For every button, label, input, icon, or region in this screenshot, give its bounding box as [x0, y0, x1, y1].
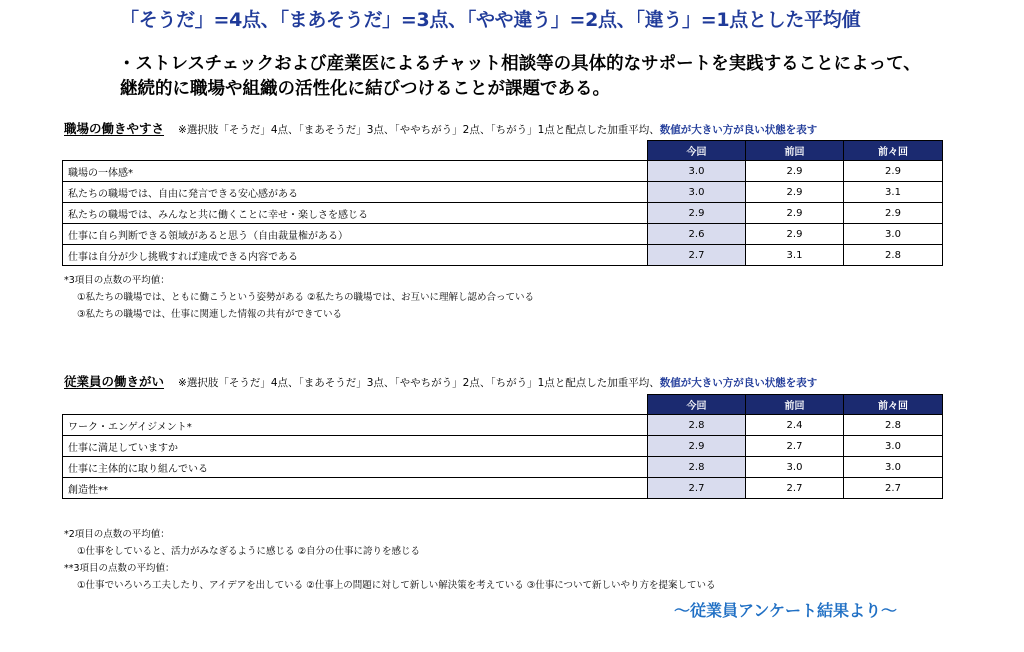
col-previous: 前回 — [746, 395, 844, 415]
section-2-title: 従業員の働きがい — [64, 374, 165, 389]
row-label: 創造性** — [63, 478, 648, 499]
row-label: ワーク・エンゲイジメント* — [63, 415, 648, 436]
table-row — [63, 224, 943, 245]
table-header-row — [63, 141, 943, 161]
value-before-previous: 3.0 — [844, 457, 943, 478]
row-label: 私たちの職場では、自由に発言できる安心感がある — [63, 182, 648, 203]
row-label: 仕事に自ら判断できる領域があると思う（自由裁量権がある） — [63, 224, 648, 245]
col-before-previous: 前々回 — [844, 141, 943, 161]
value-previous: 2.9 — [746, 161, 844, 182]
value-current: 3.0 — [648, 161, 746, 182]
footnote-line: ①私たちの職場では、ともに働こうという姿勢がある ②私たちの職場では、お互いに理解し認め合っている — [77, 292, 535, 303]
value-previous: 2.9 — [746, 203, 844, 224]
footnote-line: ①仕事でいろいろ工夫したり、アイデアを出している ②仕事上の問題に対して新しい解決策を考えている ③仕事について新しいやり方を提案している — [77, 580, 716, 591]
section-1-title: 職場の働きやすさ — [64, 121, 165, 136]
table-row — [63, 161, 943, 182]
footnote-line: ③私たちの職場では、仕事に関連した情報の共有ができている — [77, 309, 343, 320]
value-before-previous: 2.8 — [844, 245, 943, 266]
section-2-header — [64, 372, 817, 390]
value-current: 2.9 — [648, 203, 746, 224]
footnote-head: *3項目の点数の平均値： — [64, 275, 170, 286]
section-2-highlight: 数値が大きい方が良い状態を表す — [659, 377, 818, 389]
value-previous: 3.0 — [746, 457, 844, 478]
value-before-previous: 2.8 — [844, 415, 943, 436]
header-blank — [63, 395, 648, 415]
table-row — [63, 415, 943, 436]
value-current: 2.7 — [648, 245, 746, 266]
section-1-table — [62, 140, 943, 266]
value-before-previous: 3.1 — [844, 182, 943, 203]
table-row — [63, 457, 943, 478]
section-2-table — [62, 394, 943, 499]
value-before-previous: 3.0 — [844, 436, 943, 457]
col-current: 今回 — [648, 395, 746, 415]
value-previous: 3.1 — [746, 245, 844, 266]
headline: 「そうだ」=4点、「まあそうだ」=3点、「やや違う」=2点、「違う」=1点とした平均値 — [120, 9, 861, 31]
row-label: 職場の一体感* — [63, 161, 648, 182]
row-label: 私たちの職場では、みんなと共に働くことに幸せ・楽しさを感じる — [63, 203, 648, 224]
footnote-head: *2項目の点数の平均値： — [64, 529, 170, 540]
section-1-header — [64, 119, 817, 137]
value-before-previous: 2.9 — [844, 203, 943, 224]
value-previous: 2.9 — [746, 224, 844, 245]
section-1-highlight: 数値が大きい方が良い状態を表す — [659, 124, 818, 136]
value-previous: 2.4 — [746, 415, 844, 436]
value-current: 2.8 — [648, 415, 746, 436]
row-label: 仕事は自分が少し挑戦すれば達成できる内容である — [63, 245, 648, 266]
value-before-previous: 3.0 — [844, 224, 943, 245]
summary-line-2: 継続的に職場や組織の活性化に結びつけることが課題である。 — [120, 79, 610, 99]
table-row — [63, 245, 943, 266]
table-row — [63, 436, 943, 457]
value-current: 2.7 — [648, 478, 746, 499]
table-header-row — [63, 395, 943, 415]
summary — [118, 52, 921, 102]
value-previous: 2.7 — [746, 436, 844, 457]
section-2-footnote — [64, 526, 716, 594]
col-before-previous: 前々回 — [844, 395, 943, 415]
value-current: 2.8 — [648, 457, 746, 478]
summary-line-1: ・ストレスチェックおよび産業医によるチャット相談等の具体的なサポートを実践することによって、 — [118, 54, 921, 74]
footnote-head: **3項目の点数の平均値： — [64, 563, 175, 574]
table-row — [63, 203, 943, 224]
closing-caption: ～従業員アンケート結果より～ — [674, 601, 898, 620]
row-label: 仕事に満足していますか — [63, 436, 648, 457]
row-label: 仕事に主体的に取り組んでいる — [63, 457, 648, 478]
value-before-previous: 2.7 — [844, 478, 943, 499]
value-current: 2.9 — [648, 436, 746, 457]
section-1-note: ※選択肢「そうだ」4点、「まあそうだ」3点、「ややちがう」2点、「ちがう」1点と配点した加重平均、 — [178, 124, 660, 136]
value-current: 2.6 — [648, 224, 746, 245]
value-before-previous: 2.9 — [844, 161, 943, 182]
header-blank — [63, 141, 648, 161]
footnote-line: ①仕事をしていると、活力がみなぎるように感じる ②自分の仕事に誇りを感じる — [77, 546, 421, 557]
value-current: 3.0 — [648, 182, 746, 203]
table-row — [63, 182, 943, 203]
table-row — [63, 478, 943, 499]
col-current: 今回 — [648, 141, 746, 161]
col-previous: 前回 — [746, 141, 844, 161]
section-1-footnote — [64, 272, 534, 323]
value-previous: 2.7 — [746, 478, 844, 499]
value-previous: 2.9 — [746, 182, 844, 203]
section-2-note: ※選択肢「そうだ」4点、「まあそうだ」3点、「ややちがう」2点、「ちがう」1点と配点した加重平均、 — [178, 377, 660, 389]
